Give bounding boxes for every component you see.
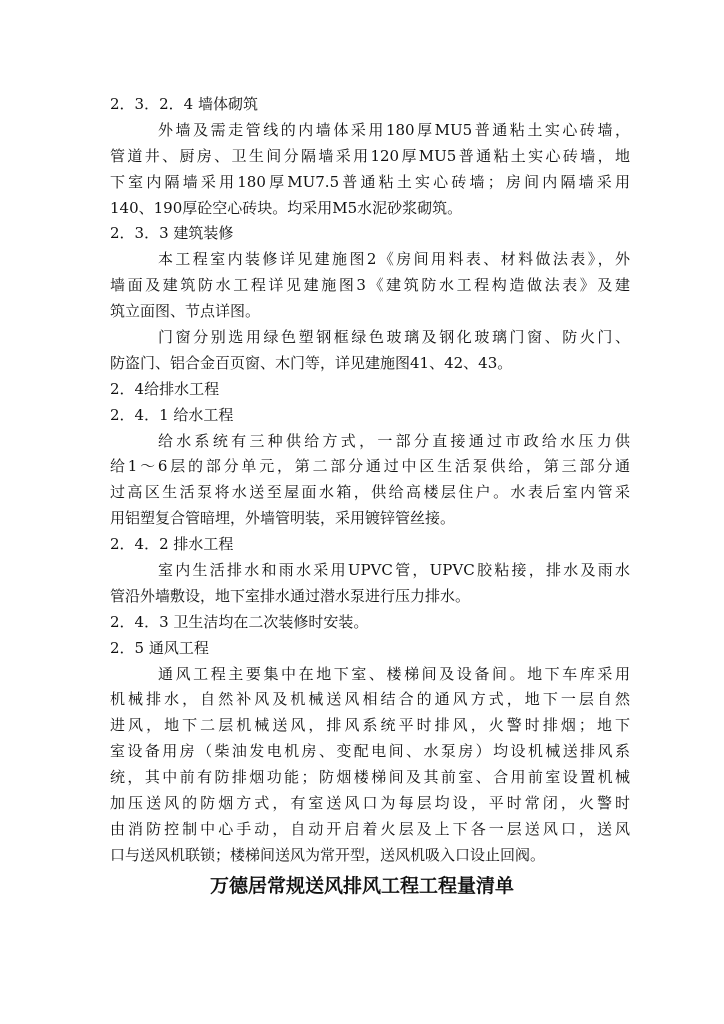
text-line: 防盗门、铝合金百页窗、木门等，详见建施图41、42、43。 [110,353,513,372]
text-line: 2．4．2 排水工程 [110,535,234,554]
text-line: 加压送风的防烟方式，有室送风口为每层均设，平时常闭，火警时 [110,794,630,813]
text-line: 2．4．3 卫生洁均在二次装修时安装。 [110,612,369,631]
text-line: 门窗分别选用绿色塑钢框绿色玻璃及钢化玻璃门窗、防火门、 [158,328,630,347]
text-line: 口与送风机联锁；楼梯间送风为常开型，送风机吸入口设止回阀。 [110,845,546,864]
text-line: 2．3．2．4 墙体砌筑 [110,95,258,113]
text-line: 墙面及建筑防水工程详见建施图3《建筑防水工程构造做法表》及建 [110,276,630,295]
text-line: 2．4给排水工程 [110,379,220,398]
text-line: 室内生活排水和雨水采用UPVC管，UPVC胶粘接，排水及雨水 [158,561,630,580]
document-body [110,92,630,869]
text-line: 140、190厚砼空心砖块。均采用M5水泥砂浆砌筑。 [110,198,463,217]
text-line: 本工程室内装修详见建施图2《房间用料表、材料做法表》，外 [158,250,630,269]
text-line: 用铝塑复合管暗埋，外墙管明装，采用镀锌管丝接。 [110,509,456,528]
text-line: 下室内隔墙采用180厚MU7.5普通粘土实心砖墙；房间内隔墙采用 [110,172,630,191]
text-line: 机械排水，自然补风及机械送风相结合的通风方式，地下一层自然 [110,690,630,709]
text-line: 由消防控制中心手动，自动开启着火层及上下各一层送风口，送风 [110,819,630,838]
text-line: 给水系统有三种供给方式，一部分直接通过市政给水压力供 [158,431,630,450]
text-line: 给1～6层的部分单元，第二部分通过中区生活泵供给，第三部分通 [110,457,630,476]
text-line: 进风，地下二层机械送风，排风系统平时排风，火警时排烟；地下 [110,716,630,735]
text-line: 2．3．3 建筑装修 [110,224,234,243]
text-line: 通风工程主要集中在地下室、楼梯间及设备间。地下车库采用 [158,664,630,683]
text-line: 统，其中前有防排烟功能；防烟楼梯间及其前室、合用前室设置机械 [110,768,630,787]
text-line: 管沿外墙敷设，地下室排水通过潜水泵进行压力排水。 [110,586,471,605]
document-title: 万德居常规送风排风工程工程量清单 [209,875,514,897]
text-line: 2．5 通风工程 [110,638,209,657]
text-line: 过高区生活泵将水送至屋面水箱，供给高楼层住户。水表后室内管采 [110,483,630,502]
text-line: 外墙及需走管线的内墙体采用180厚MU5普通粘土实心砖墙， [158,120,630,139]
text-line: 室设备用房（柴油发电机房、变配电间、水泵房）均设机械送排风系 [110,742,630,761]
text-line: 2．4．1 给水工程 [110,405,234,424]
text-line: 筑立面图、节点详图。 [110,302,261,321]
text-line: 管道井、厨房、卫生间分隔墙采用120厚MU5普通粘土实心砖墙，地 [110,146,630,165]
